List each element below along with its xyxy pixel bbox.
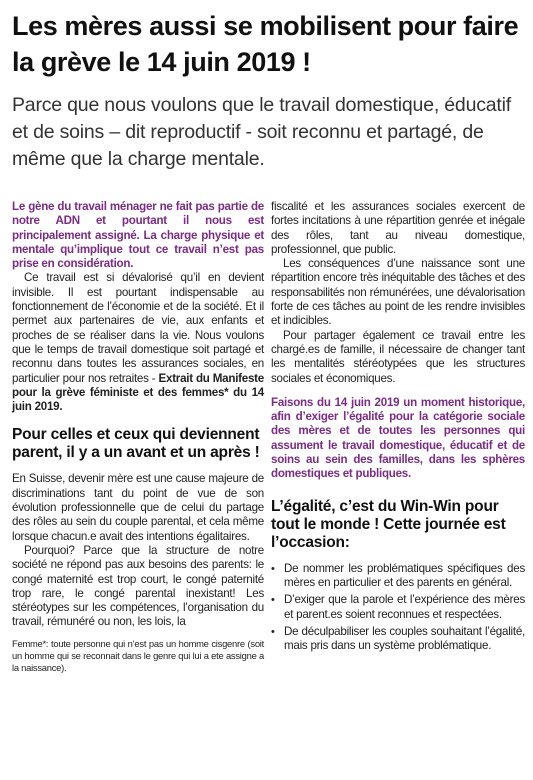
section-heading-parents: Pour celles et ceux qui deviennent parent, il y a un avant et un après ! (12, 426, 260, 462)
bullet-icon: • (271, 594, 275, 607)
list-item-text: De déculpabiliser les couples souhaitant l’égalité, mais pris dans un système problématique. (284, 624, 525, 653)
bullet-icon: • (271, 562, 275, 575)
body-paragraph (12, 271, 264, 414)
list-item (271, 562, 525, 591)
list-item-text: De nommer les problématiques spécifiques des mères en particulier et des parents en général. (284, 561, 525, 589)
body-paragraph: En Suisse, devenir mère est une cause majeure de discriminations tant du point de vue de son évolution professionnelle que de celui du partage des rôles au sein du couple parental, et cela même lorsque chacun.e avait des intentions égalitaires. (12, 472, 264, 543)
demands-list (271, 562, 525, 654)
body-paragraph: Pour partager également ce travail entre les chargé.es de famille, il nécessaire de changer tant les mentalités stéréotypées que les structures sociales et économiques. (271, 328, 525, 385)
body-paragraph: Les conséquences d’une naissance sont une répartition encore très inéquitable des tâches et des responsabilités non rémunérées, une dévalorisation forte de ces tâches au point de les rendre invisibles et indicibles. (271, 257, 525, 328)
subheadline: Parce que nous voulons que le travail domestique, éducatif et de soins – dit reproductif - soit reconnu et partagé, de même que la charge mentale. (12, 94, 511, 170)
manifesto-citation: Extrait du Manifeste pour la grève féministe et des femmes* du 14 juin 2019. (12, 371, 264, 414)
list-item-text: D’exiger que la parole et l’expérience des mères et parent.es soient reconnues et respectées. (284, 593, 525, 621)
highlight-paragraph: Faisons du 14 juin 2019 un moment historique, afin d’exiger l’égalité pour la catégorie sociale des mères et de toutes les personnes qui assument le travail domestique, éducatif et de soins au sein des familles, dans les sphères domestiques et publiques. (271, 395, 525, 481)
left-column (12, 200, 264, 674)
body-paragraph: fiscalité et les assurances sociales exercent de fortes incitations à une répartition genrée et inégale des rôles, tant au niveau domestique, professionnel, que public. (271, 200, 525, 256)
body-paragraph: Pourquoi? Parce que la structure de notre société ne répond pas aux besoins des parents: le congé maternité est trop court, le congé paternité trop rare, le congé parental inexistant! Les stéréotypes sur les compétences, l’organisation du travail, rémunéré ou non, les lois, la (12, 543, 264, 629)
list-item (271, 593, 525, 622)
lead-paragraph: Le gène du travail ménager ne fait pas partie de notre ADN et pourtant il nous est principalement assigné. La charge physique et mentale qu’implique tout ce travail n’est pas prise en considération. (12, 200, 264, 271)
paragraph-text: Ce travail est si dévalorisé qu’il en devient invisible. Il est pourtant indispensable au fonctionnement de l’économie et de la société. Et il permet aux partenaires de vie, aux enfants et proches de se réaliser dans la vie. Nous voulons que le temps de travail domestique soit partagé et reconnu dans toutes les assurances sociales, en particulier pour nos retraites - (12, 271, 264, 385)
bullet-icon: • (271, 625, 275, 638)
headline: Les mères aussi se mobilisent pour faire la grève le 14 juin 2019 ! (12, 11, 519, 77)
list-item (271, 625, 525, 654)
footnote: Femme*: toute personne qui n’est pas un homme cisgenre (soit un homme qui se reconnait dans le genre qui lui a ete assigne a la naissance). (12, 637, 264, 673)
right-column (271, 200, 525, 656)
section-heading-equality: L’égalité, c’est du Win-Win pour tout le monde ! Cette journée est l’occasion: (271, 497, 506, 551)
